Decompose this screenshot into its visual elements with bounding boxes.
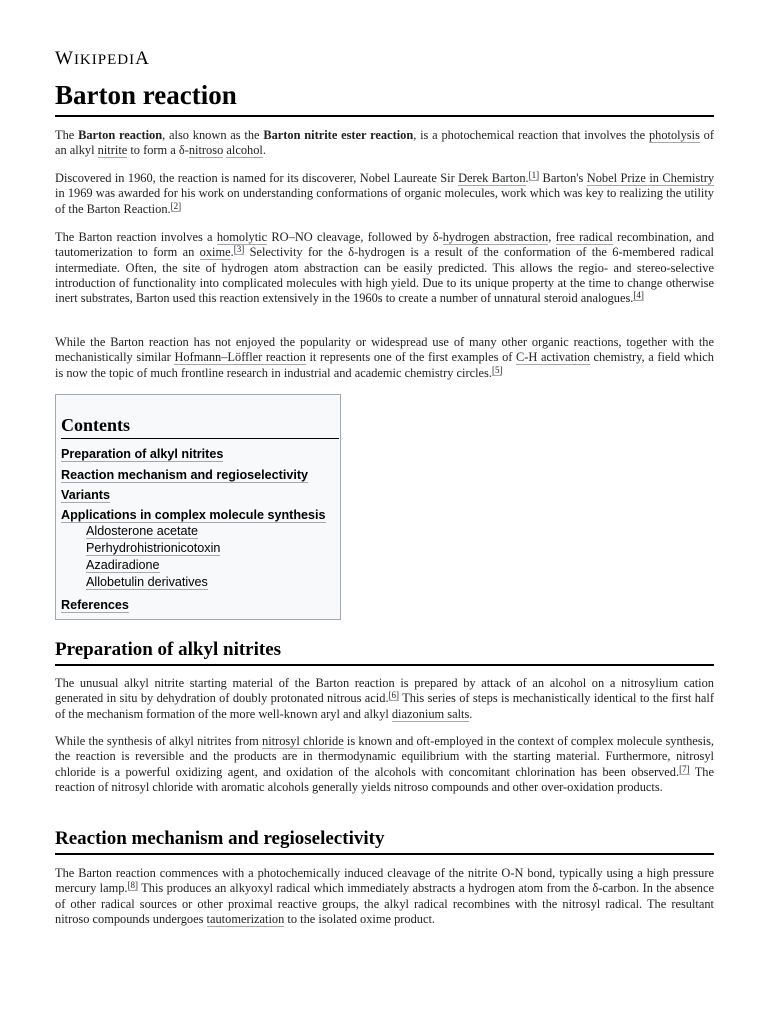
- logo-letter: W: [55, 48, 74, 69]
- ref-5[interactable]: [5]: [491, 364, 503, 375]
- toc-item-applications[interactable]: Applications in complex molecule synthesis: [61, 508, 326, 522]
- link-ch-activation[interactable]: C-H activation: [516, 350, 590, 365]
- link-nitrosyl-chloride[interactable]: nitrosyl chloride: [262, 734, 344, 748]
- intro-paragraph: While the Barton reaction has not enjoyed the popularity or widespread use of many other organic reactions, together with the mechanistically similar Hofmann–Löffler reaction it represents one of the first examples of C-H activation chemistry, a field which is now the topic of much frontline research in industrial and academic chemistry circles.[5]: [55, 335, 714, 380]
- intro-paragraph: The Barton reaction involves a homolytic RO–NO cleavage, followed by δ-hydrogen abstraction, free radical recombination, and tautomerization to form an oxime.[3] Selectivity for the δ-hydrogen is a result of the conformation of the 6-membered radical intermediate. Often, the site of hydrogen atom abstraction can be easily predicted. This allows the regio- and stereo-selective introduction of functionality into complicated molecules with high yield. Due to its unique property at the time to change otherwise inert substrates, Barton used this reaction extensively in the 1960s to create a number of unnatural steroid analogues.[4]: [55, 230, 715, 306]
- link-nitrite[interactable]: nitrite: [97, 143, 128, 158]
- ref-6[interactable]: [6]: [388, 690, 400, 701]
- bold-term: Barton reaction: [78, 128, 163, 142]
- toc-item-references[interactable]: References: [61, 598, 129, 612]
- table-of-contents: [55, 394, 341, 620]
- link-photolysis[interactable]: photolysis: [648, 128, 700, 142]
- page-title: Barton reaction: [55, 80, 714, 117]
- toc-subitem-perhydrohistrionicotoxin[interactable]: Perhydrohistrionicotoxin: [86, 541, 221, 555]
- section-paragraph: The unusual alkyl nitrite starting material of the Barton reaction is prepared by attack of an alcohol on a nitrosylium cation generated in situ by dehydration of doubly protonated nitrous acid.[6] This series of steps is mechanistically identical to the first half of the mechanism formation of the more well-known aryl and alkyl diazonium salts.: [55, 676, 714, 721]
- ref-3[interactable]: [3]: [233, 244, 245, 255]
- link-tautomerization[interactable]: tautomerization: [206, 911, 285, 926]
- toc-item-variants[interactable]: Variants: [61, 488, 111, 502]
- toc-item-mechanism[interactable]: Reaction mechanism and regioselectivity: [61, 468, 309, 482]
- logo-letters: IKIPEDI: [73, 52, 136, 68]
- link-nitroso[interactable]: nitroso: [188, 143, 224, 158]
- toc-subitem-aldosterone[interactable]: Aldosterone acetate: [86, 524, 199, 538]
- section-heading-preparation: Preparation of alkyl nitrites: [55, 639, 714, 666]
- link-alcohol[interactable]: alcohol: [226, 143, 263, 158]
- intro-paragraph: Discovered in 1960, the reaction is named for its discoverer, Nobel Laureate Sir Derek Barton.[1] Barton's Nobel Prize in Chemistry in 1969 was awarded for his work on understanding conformations of organic molecules, work which was key to realizing the utility of the Barton Reaction.[2]: [55, 170, 715, 216]
- link-hofmann-loffler[interactable]: Hofmann–Löffler reaction: [174, 350, 306, 365]
- ref-8[interactable]: [8]: [127, 880, 139, 891]
- section-paragraph: The Barton reaction commences with a photochemically induced cleavage of the nitrite O-N bond, typically using a high pressure mercury lamp.[8] This produces an alkyoxyl radical which immediately abstracts a hydrogen atom from the δ-carbon. In the absence of other radical sources or other proximal reactive groups, the alkyl radical recombines with the nitrosyl radical. The resultant nitroso compounds undergoes tautomerization to the isolated oxime product.: [55, 866, 714, 926]
- toc-item-preparation[interactable]: Preparation of alkyl nitrites: [61, 447, 224, 461]
- ref-4[interactable]: [4]: [633, 290, 644, 301]
- link-free-radical[interactable]: free radical: [555, 230, 613, 244]
- toc-heading: Contents: [61, 415, 339, 439]
- link-nobel-prize-chemistry[interactable]: Nobel Prize in Chemistry: [586, 171, 715, 185]
- logo-letter: A: [135, 48, 150, 69]
- link-derek-barton[interactable]: Derek Barton: [458, 171, 526, 185]
- link-homolytic[interactable]: homolytic: [216, 230, 268, 244]
- toc-subitem-azadiradione[interactable]: Azadiradione: [86, 558, 160, 572]
- link-oxime[interactable]: oxime: [199, 245, 231, 260]
- section-heading-mechanism: Reaction mechanism and regioselectivity: [55, 828, 714, 855]
- toc-subitem-allobetulin[interactable]: Allobetulin derivatives: [86, 575, 208, 589]
- wikipedia-logo[interactable]: [55, 48, 150, 70]
- ref-1[interactable]: [1]: [528, 170, 540, 180]
- ref-7[interactable]: [7]: [679, 763, 690, 774]
- link-diazonium-salts[interactable]: diazonium salts: [391, 706, 470, 721]
- ref-2[interactable]: [2]: [170, 200, 182, 211]
- bold-term: Barton nitrite ester reaction: [263, 128, 414, 142]
- intro-paragraph: The Barton reaction, also known as the Barton nitrite ester reaction, is a photochemical reaction that involves the photolysis of an alkyl nitrite to form a δ-nitroso alcohol.: [55, 128, 714, 158]
- section-paragraph: While the synthesis of alkyl nitrites from nitrosyl chloride is known and oft-employed in the context of complex molecule synthesis, the reaction is reversible and the products are in thermodynamic equilibrium with the starting material. Furthermore, nitrosyl chloride is a powerful oxidizing agent, and oxidation of the alcohols with concomitant chlorination has been observed.[7] The reaction of nitrosyl chloride with aromatic alcohols generally yields nitroso compounds and other over-oxidation products.: [55, 734, 714, 794]
- link-hydrogen-abstraction[interactable]: hydrogen abstraction: [442, 230, 549, 244]
